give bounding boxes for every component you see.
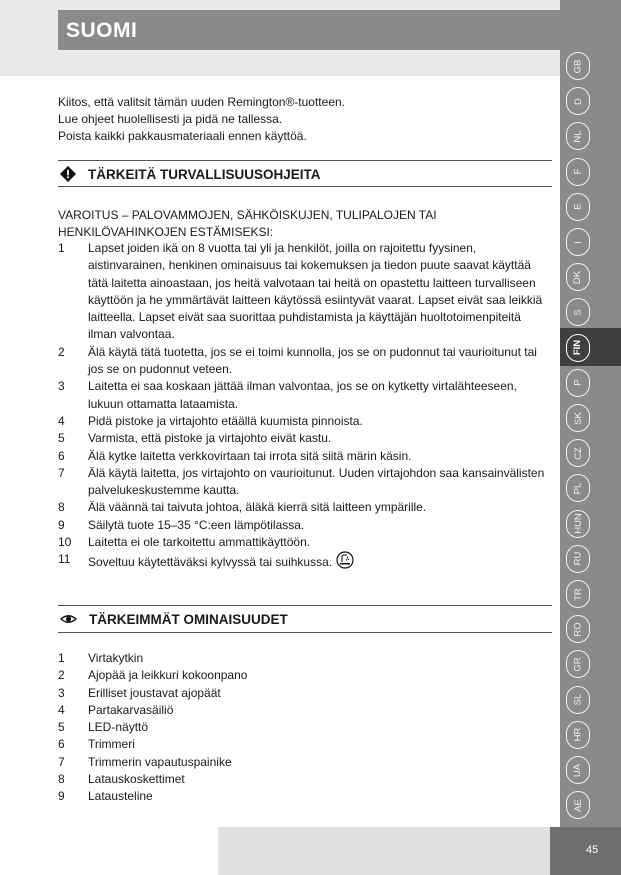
- list-item-number: 10: [58, 535, 72, 550]
- list-item-number: 2: [58, 668, 65, 683]
- list-item: [58, 719, 552, 736]
- language-tab-f[interactable]: [566, 158, 590, 186]
- language-tab-label: FIN: [572, 339, 584, 356]
- list-item-number: 2: [58, 344, 65, 359]
- warning-text: VAROITUS – PALOVAMMOJEN, SÄHKÖISKUJEN, TULIPALOJEN TAI HENKILÖVAHINKOJEN ESTÄMISEKSI:: [58, 208, 437, 240]
- safety-instructions-list: [58, 240, 552, 575]
- list-item-number: 6: [58, 737, 65, 752]
- list-item: [58, 667, 552, 684]
- list-item-number: 3: [58, 379, 65, 394]
- list-item: [58, 788, 552, 805]
- list-item-text: Laitetta ei ole tarkoitettu ammattikäyttöön.: [88, 535, 311, 550]
- list-item-number: 4: [58, 702, 65, 717]
- language-tab-label: CZ: [572, 446, 584, 460]
- list-item: [58, 736, 552, 753]
- safety-heading-text: TÄRKEITÄ TURVALLISUUSOHJEITA: [88, 166, 321, 182]
- list-item-text: Älä kytke laitetta verkkovirtaan tai irrota sitä siitä märin käsin.: [88, 448, 412, 463]
- divider: [58, 605, 552, 606]
- language-tab-label: RO: [572, 622, 584, 637]
- language-tab-label: GB: [572, 59, 584, 73]
- list-item: [58, 650, 552, 667]
- list-item-number: 8: [58, 772, 65, 787]
- list-item-text: Soveltuu käytettäväksi kylvyssä tai suihkussa.: [88, 555, 333, 570]
- language-tab-label: P: [572, 379, 584, 386]
- page-title: SUOMI: [66, 19, 138, 42]
- list-item: [58, 465, 552, 500]
- features-heading-text: TÄRKEIMMÄT OMINAISUUDET: [89, 611, 288, 627]
- list-item-number: 9: [58, 789, 65, 804]
- language-tab-nl[interactable]: [566, 122, 590, 150]
- language-tab-e[interactable]: [566, 193, 590, 221]
- language-tab-sl[interactable]: [566, 686, 590, 714]
- footer-band: [218, 827, 550, 875]
- features-list: [58, 650, 552, 806]
- language-tab-ro[interactable]: [566, 615, 590, 643]
- language-tab-hr[interactable]: [566, 721, 590, 749]
- language-tab-hun[interactable]: [566, 510, 590, 538]
- language-tab-label: I: [572, 240, 584, 244]
- language-tab-label: E: [572, 203, 584, 210]
- language-tab-p[interactable]: [566, 369, 590, 397]
- intro-line: Kiitos, että valitsit tämän uuden Remington®-tuotteen.: [58, 95, 345, 109]
- list-item-number: 6: [58, 448, 65, 463]
- list-item-text: Trimmeri: [88, 737, 135, 752]
- language-tab-pl[interactable]: [566, 474, 590, 502]
- page-number-box: [550, 827, 621, 875]
- list-item-text: Älä käytä tätä tuotetta, jos se ei toimi kunnolla, jos se on pudonnut tai vaurioitunut tai jos se on pudonnut veteen.: [88, 344, 537, 377]
- page-number: 45: [586, 844, 599, 856]
- language-tab-label: S: [572, 309, 584, 316]
- language-tab-label: HUN: [572, 513, 584, 534]
- intro-line: Lue ohjeet huolellisesti ja pidä ne tallessa.: [58, 112, 283, 126]
- safety-heading: [58, 162, 552, 186]
- list-item: [58, 378, 552, 413]
- intro-line: Poista kaikki pakkausmateriaali ennen käyttöä.: [58, 129, 307, 143]
- list-item: [58, 499, 552, 516]
- language-tab-d[interactable]: [566, 87, 590, 115]
- shower-icon: [336, 551, 354, 574]
- list-item: [58, 240, 552, 344]
- list-item: [58, 517, 552, 534]
- language-tab-label: UA: [572, 763, 584, 777]
- list-item-number: 8: [58, 500, 65, 515]
- language-tab-label: PL: [572, 482, 584, 495]
- language-tab-label: RU: [572, 551, 584, 566]
- list-item-text: Älä käytä laitetta, jos virtajohto on vaurioitunut. Uuden virtajohdon saa kansainvälisten palvelukeskustemme kautta.: [88, 465, 545, 498]
- list-item-text: Säilytä tuote 15–35 °C:een lämpötilassa.: [88, 517, 305, 532]
- language-tab-label: AE: [572, 798, 584, 812]
- list-item-text: Erilliset joustavat ajopäät: [88, 685, 221, 700]
- list-item-text: Partakarvasäiliö: [88, 702, 174, 717]
- language-tab-s[interactable]: [566, 298, 590, 326]
- language-tab-gr[interactable]: [566, 650, 590, 678]
- list-item-number: 5: [58, 720, 65, 735]
- list-item-number: 5: [58, 431, 65, 446]
- list-item-text: Latausteline: [88, 789, 153, 804]
- language-tab-label: D: [572, 97, 584, 105]
- language-tab-dk[interactable]: [566, 263, 590, 291]
- language-tab-sk[interactable]: [566, 404, 590, 432]
- list-item-text: Virtakytkin: [88, 651, 144, 665]
- language-tab-ua[interactable]: [566, 756, 590, 784]
- list-item: [58, 771, 552, 788]
- list-item-text: Älä väännä tai taivuta johtoa, äläkä kierrä sitä laitteen ympärille.: [88, 500, 427, 515]
- divider: [58, 632, 552, 633]
- language-title-bar: [58, 10, 560, 50]
- language-tab-label: HR: [572, 727, 584, 742]
- intro-text: [58, 94, 548, 145]
- list-item-text: Trimmerin vapautuspainike: [88, 754, 232, 769]
- divider: [58, 160, 552, 161]
- list-item-text: Ajopää ja leikkuri kokoonpano: [88, 668, 248, 683]
- list-item-number: 4: [58, 413, 65, 428]
- list-item-text: Lapset joiden ikä on 8 vuotta tai yli ja henkilöt, joilla on rajoitettu fyysinen, aistinvarainen, henkinen ominaisuus tai kokemuksen ja tiedon puute saavat käyttää tätä laitetta ainoastaan, jos heitä valvotaan tai heitä on opastettu laitteen turvalliseen käyttöön ja he ymmärtävät laitteen käytössä esiintyvät vaarat. Lapset eivät saa leikkiä laitteella. Lapset eivät saa suorittaa puhdistamista ja käyttäjän huoltotoimenpiteitä ilman valvontaa.: [88, 241, 543, 342]
- language-tab-label: GR: [572, 657, 584, 672]
- language-tab-tr[interactable]: [566, 580, 590, 608]
- list-item: [58, 685, 552, 702]
- list-item: [58, 448, 552, 465]
- list-item: [58, 551, 552, 574]
- list-item: [58, 430, 552, 447]
- language-tab-gb[interactable]: [566, 52, 590, 80]
- list-item-text: Varmista, että pistoke ja virtajohto eivät kastu.: [88, 431, 332, 446]
- list-item: [58, 534, 552, 551]
- language-tab-i[interactable]: [566, 228, 590, 256]
- language-tab-label: NL: [572, 130, 584, 143]
- list-item-text: Laitetta ei saa koskaan jättää ilman valvontaa, jos se on kytketty virtalähteeseen, lukuun ottamatta lataamista.: [88, 379, 517, 411]
- divider: [58, 186, 552, 187]
- language-tab-cz[interactable]: [566, 439, 590, 467]
- warning-icon: [60, 166, 76, 182]
- list-item-number: 3: [58, 685, 65, 700]
- list-item-text: Latauskoskettimet: [88, 772, 185, 787]
- language-tab-fin[interactable]: [566, 334, 590, 362]
- list-item: [58, 413, 552, 430]
- list-item-number: 7: [58, 754, 65, 769]
- list-item: [58, 754, 552, 771]
- list-item-text: Pidä pistoke ja virtajohto etäällä kuumista pinnoista.: [88, 413, 363, 428]
- list-item: [58, 344, 552, 379]
- language-tab-label: F: [572, 168, 584, 175]
- language-tab-ae[interactable]: [566, 791, 590, 819]
- list-item-number: 7: [58, 465, 65, 480]
- language-tab-ru[interactable]: [566, 545, 590, 573]
- list-item-number: 9: [58, 517, 65, 532]
- language-tab-label: DK: [572, 270, 584, 284]
- features-heading: [58, 607, 552, 631]
- list-item-number: 1: [58, 651, 65, 665]
- eye-icon: [60, 612, 77, 626]
- language-tab-label: SL: [572, 693, 584, 706]
- language-tab-label: TR: [572, 587, 584, 601]
- list-item-number: 11: [58, 552, 71, 567]
- language-tab-label: SK: [572, 411, 584, 425]
- list-item: [58, 702, 552, 719]
- list-item-number: 1: [58, 241, 65, 255]
- list-item-text: LED-näyttö: [88, 720, 149, 735]
